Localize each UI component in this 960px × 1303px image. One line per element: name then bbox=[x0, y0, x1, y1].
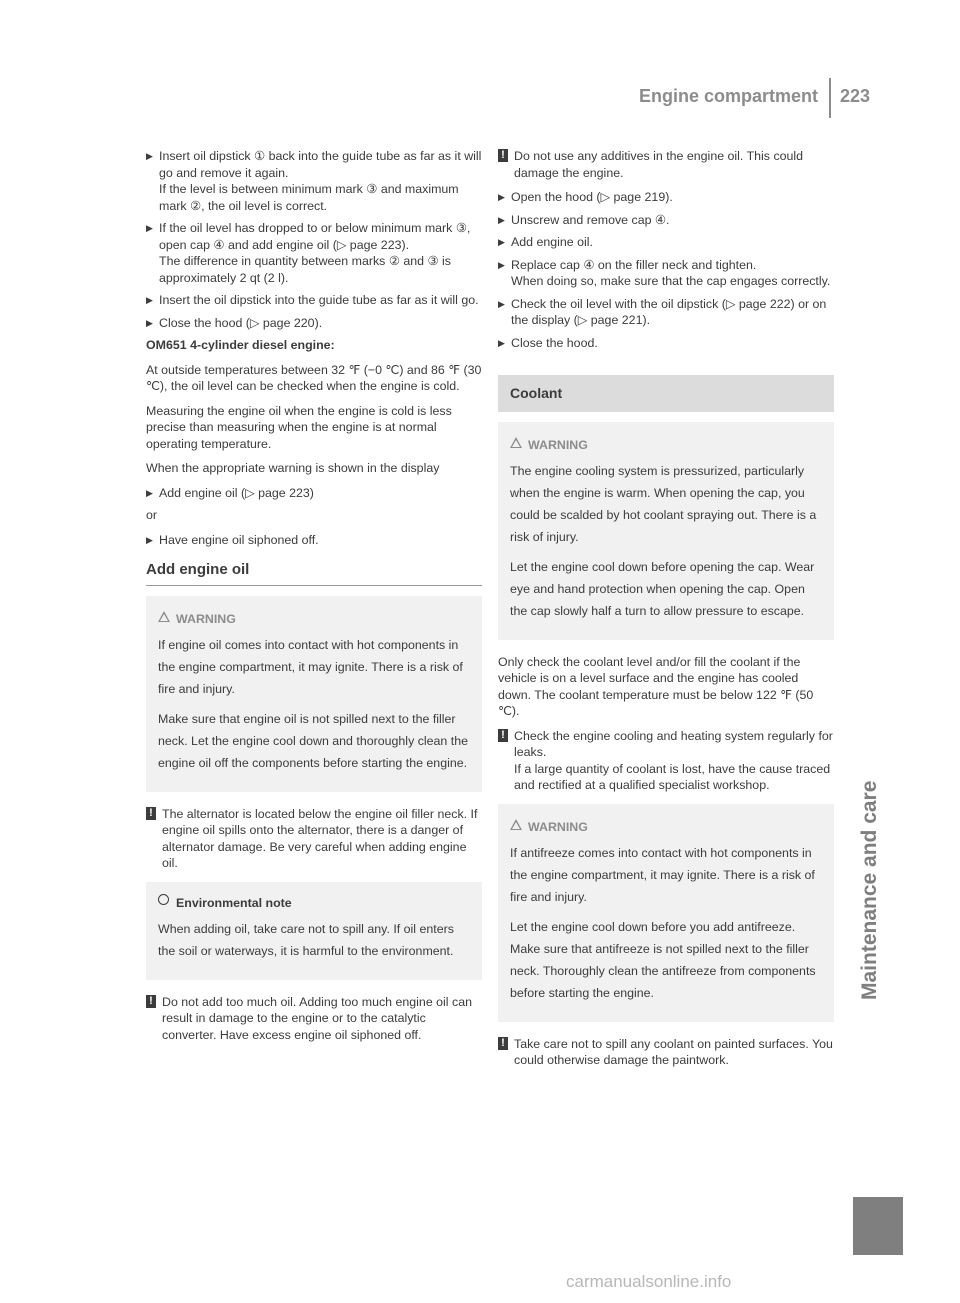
instruction-step bbox=[146, 220, 482, 286]
warning-box bbox=[498, 804, 834, 1022]
warning-box bbox=[146, 596, 482, 792]
exclamation-icon: ! bbox=[146, 807, 156, 820]
warning-label: WARNING bbox=[528, 819, 588, 834]
exclamation-icon: ! bbox=[498, 729, 508, 742]
step-subtext: When doing so, make sure that the cap engages correctly. bbox=[511, 274, 831, 288]
right-column bbox=[498, 148, 834, 1077]
instruction-step: ▶ Check the oil level with the oil dipstick (▷ page 222) or on the display (▷ page 221). bbox=[498, 296, 834, 329]
instruction-step bbox=[498, 257, 834, 290]
warning-text: Make sure that engine oil is not spilled next to the filler neck. Let the engine cool down and thoroughly clean the engine oil off the components before starting the engine. bbox=[158, 711, 468, 770]
section-heading: Add engine oil bbox=[146, 562, 482, 586]
caution-note bbox=[498, 1036, 834, 1069]
caution-text: The alternator is located below the engine oil filler neck. If engine oil spills onto the alternator, there is a danger of alternator damage. Be very careful when adding engine oil. bbox=[162, 806, 478, 870]
caution-subtext: If a large quantity of coolant is lost, have the cause traced and rectified at a qualified specialist workshop. bbox=[514, 761, 831, 792]
paragraph: Measuring the engine oil when the engine is cold is less precise than measuring when the engine is at normal operating temperature. bbox=[146, 403, 452, 451]
warning-title bbox=[176, 608, 470, 630]
step-subtext: The difference in quantity between marks ② and ③ is approximately 2 qt (2 l). bbox=[159, 254, 451, 285]
warning-triangle-icon bbox=[510, 819, 522, 830]
instruction-step: ▶ Add engine oil. bbox=[498, 234, 834, 251]
instruction-step: ▶ Close the hood. bbox=[498, 335, 834, 352]
caution-text: Take care not to spill any coolant on painted surfaces. You could otherwise damage the paintwork. bbox=[514, 1036, 833, 1067]
caution-note bbox=[498, 728, 834, 794]
warning-text: If antifreeze comes into contact with hot components in the engine compartment, it may ignite. There is a risk of fire and injury. bbox=[510, 845, 815, 904]
env-note-text: When adding oil, take care not to spill any. If oil enters the soil or waterways, it is harmful to the environment. bbox=[158, 921, 454, 958]
instruction-step bbox=[146, 148, 482, 214]
caution-text: Do not add too much oil. Adding too much engine oil can result in damage to the engine or to the catalytic converter. Have excess engine oil siphoned off. bbox=[162, 994, 472, 1042]
step-subtext: If the level is between minimum mark ③ and maximum mark ②, the oil level is correct. bbox=[159, 182, 459, 213]
step-text: If the oil level has dropped to or below minimum mark ③, open cap ④ and add engine oil (▷ page 223). bbox=[159, 221, 471, 252]
instruction-step: ▶ Close the hood (▷ page 220). bbox=[146, 315, 482, 332]
step-text: Replace cap ④ on the filler neck and tighten. bbox=[511, 257, 757, 272]
instruction-step: ▶ Unscrew and remove cap ④. bbox=[498, 212, 834, 229]
env-note-title bbox=[158, 892, 470, 914]
exclamation-icon: ! bbox=[498, 1037, 508, 1050]
side-tab-label: Maintenance and care bbox=[858, 780, 881, 1000]
caution-note bbox=[146, 994, 482, 1044]
exclamation-icon: ! bbox=[146, 995, 156, 1008]
warning-label: WARNING bbox=[176, 611, 236, 626]
leaf-icon bbox=[158, 894, 169, 905]
warning-triangle-icon bbox=[158, 611, 170, 622]
warning-title bbox=[528, 816, 822, 838]
env-note-label: Environmental note bbox=[176, 895, 292, 910]
coolant-heading: Coolant bbox=[498, 375, 834, 412]
warning-text: If engine oil comes into contact with hot components in the engine compartment, it may ignite. There is a risk of fire and injury. bbox=[158, 637, 463, 696]
warning-text: Let the engine cool down before you add antifreeze. Make sure that antifreeze is not spilled next to the filler neck. Thoroughly clean the antifreeze from components before starting the engine. bbox=[510, 919, 816, 1000]
header-separator bbox=[829, 78, 831, 118]
environment-note-box bbox=[146, 882, 482, 980]
side-tab-marker bbox=[853, 1197, 903, 1255]
warning-label: WARNING bbox=[528, 437, 588, 452]
paragraph: At outside temperatures between 32 ℉ (−0 ℃) and 86 ℉ (30 ℃), the oil level can be checked when the engine is cold. bbox=[146, 362, 482, 393]
warning-title bbox=[528, 434, 822, 456]
paragraph: When the appropriate warning is shown in the display bbox=[146, 461, 440, 475]
paragraph: Only check the coolant level and/or fill the coolant if the vehicle is on a level surface and the engine has cooled down. The coolant temperature must be below 122 ℉ (50 ℃). bbox=[498, 654, 814, 718]
instruction-step: ▶ Open the hood (▷ page 219). bbox=[498, 189, 834, 206]
page-number: 223 bbox=[840, 86, 871, 106]
warning-text: The engine cooling system is pressurized, particularly when the engine is warm. When opening the cap, you could be scalded by hot coolant spraying out. There is a risk of injury. bbox=[510, 463, 817, 544]
caution-text: Check the engine cooling and heating system regularly for leaks. bbox=[514, 728, 833, 759]
warning-triangle-icon bbox=[510, 437, 522, 448]
instruction-step: ▶ Insert the oil dipstick into the guide tube as far as it will go. bbox=[146, 292, 482, 309]
warning-box bbox=[498, 422, 834, 640]
step-text: Insert oil dipstick ① back into the guide tube as far as it will go and remove it again. bbox=[159, 149, 482, 180]
page-section-title: Engine compartment bbox=[638, 86, 818, 106]
left-column bbox=[146, 148, 482, 1051]
caution-text: Do not use any additives in the engine oil. This could damage the engine. bbox=[514, 149, 804, 180]
instruction-step: ▶ Add engine oil (▷ page 223) bbox=[146, 485, 482, 502]
caution-note bbox=[498, 148, 834, 181]
subsection-title: OM651 4-cylinder diesel engine: bbox=[146, 338, 335, 352]
caution-note bbox=[146, 806, 482, 872]
or-text: or bbox=[146, 508, 158, 522]
watermark: carmanualsonline.info bbox=[566, 1272, 732, 1291]
warning-text: Let the engine cool down before opening the cap. Wear eye and hand protection when opening the cap. Open the cap slowly half a turn to allow pressure to escape. bbox=[510, 559, 815, 618]
exclamation-icon: ! bbox=[498, 149, 508, 162]
instruction-step: ▶ Have engine oil siphoned off. bbox=[146, 532, 482, 549]
